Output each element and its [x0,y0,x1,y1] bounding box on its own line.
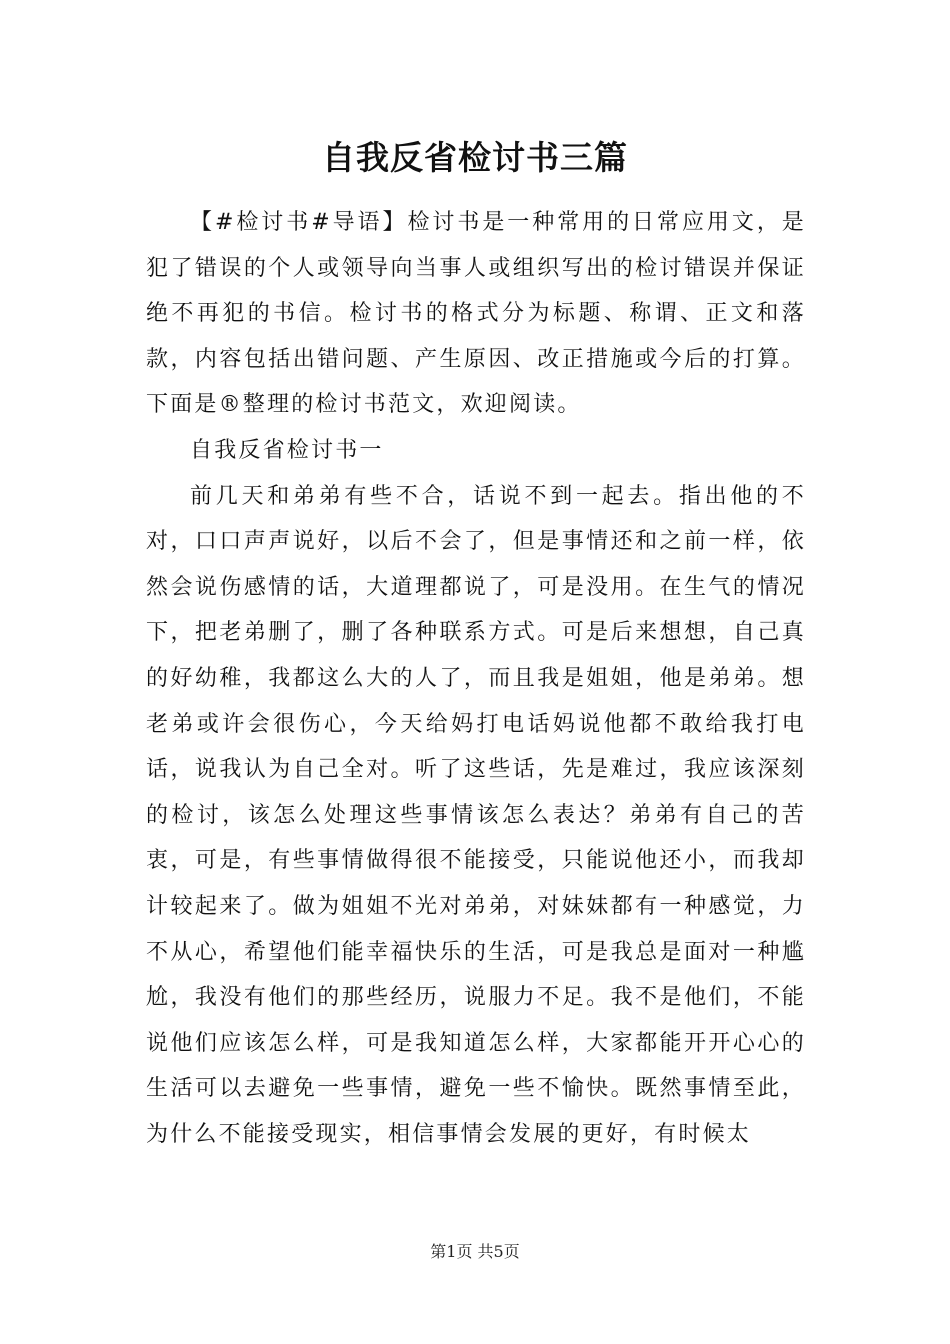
page-title: 自我反省检讨书三篇 [322,138,628,177]
document-body [146,200,806,1157]
section-heading: 自我反省检讨书一 [190,437,384,463]
body-paragraph: 前几天和弟弟有些不合，话说不到一起去。指出他的不对，口口声声说好，以后不会了，但是事情还和之前一样，依然会说伤感情的话，大道理都说了，可是没用。在生气的情况下，把老弟删了，删了各种联系方式。可是后来想想，自己真的好幼稚，我都这么大的人了，而且我是姐姐，他是弟弟。想老弟或许会很伤心，今天给妈打电话妈说他都不敢给我打电话，说我认为自己全对。听了这些话，先是难过，我应该深刻的检讨，该怎么处理这些事情该怎么表达？弟弟有自己的苦衷，可是，有些事情做得很不能接受，只能说他还小，而我却计较起来了。做为姐姐不光对弟弟，对妹妹都有一种感觉，力不从心，希望他们能幸福快乐的生活，可是我总是面对一种尴尬，我没有他们的那些经历，说服力不足。我不是他们，不能说他们应该怎么样，可是我知道怎么样，大家都能开开心心的生活可以去避免一些事情，避免一些不愉快。既然事情至此，为什么不能接受现实，相信事情会发展的更好，有时候太 [146,483,806,1147]
page-footer: 第1页 共5页 [430,1242,520,1261]
intro-paragraph: 【#检讨书#导语】检讨书是一种常用的日常应用文，是犯了错误的个人或领导向当事人或组织写出的检讨错误并保证绝不再犯的书信。检讨书的格式分为标题、称谓、正文和落款，内容包括出错问题、产生原因、改正措施或今后的打算。下面是®整理的检讨书范文，欢迎阅读。 [146,210,806,418]
